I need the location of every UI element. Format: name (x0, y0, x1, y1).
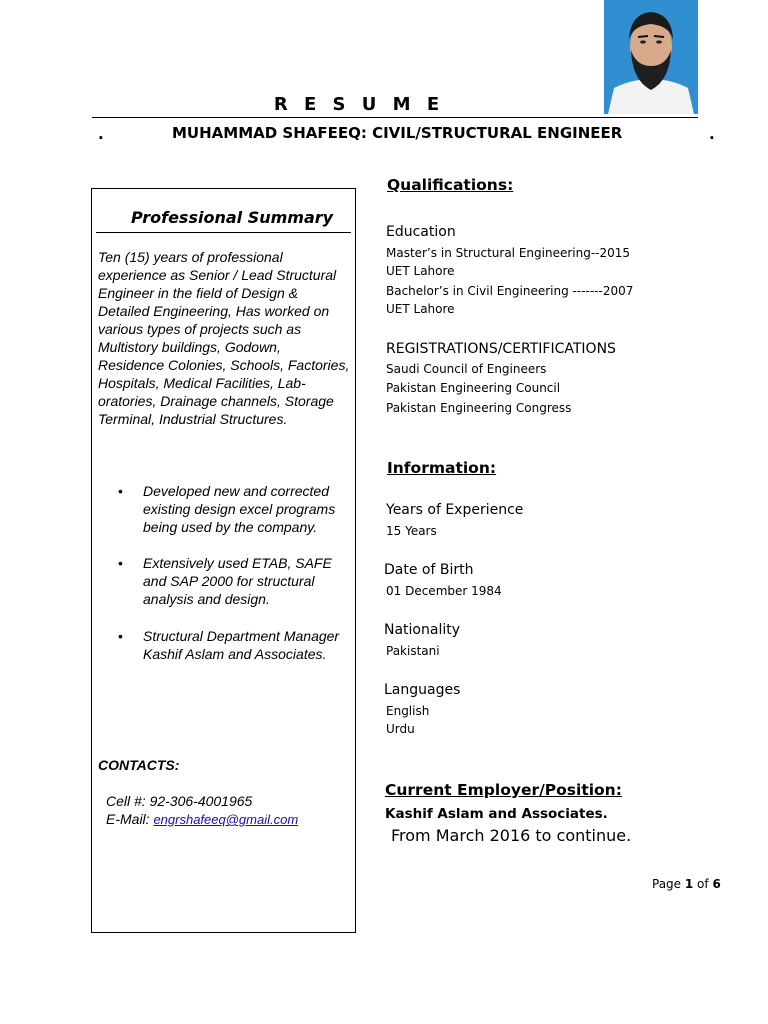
registration-item: Saudi Council of Engineers (386, 362, 547, 376)
resume-title: R E S U M E (273, 94, 445, 115)
language-item: English (386, 704, 430, 718)
bullet-text: Extensively used ETAB, SAFE and SAP 2000 for structural analysis and design. (143, 555, 332, 607)
header-rule (92, 117, 698, 118)
cell-number: Cell #: 92-306-4001965 (106, 793, 253, 809)
bullet-line: Structural Department Manager (143, 628, 340, 644)
education-item: UET Lahore (386, 302, 455, 316)
bullet-text (143, 627, 353, 663)
information-heading: Information: (387, 459, 497, 477)
bullet-line-company: Kashif Aslam and Associates. (143, 646, 327, 662)
education-item: Master’s in Structural Engineering--2015 (386, 246, 631, 260)
registrations-heading: REGISTRATIONS/CERTIFICATIONS (386, 341, 616, 357)
name-title: MUHAMMAD SHAFEEQ: CIVIL/STRUCTURAL ENGINEER (172, 124, 623, 142)
page-current: 1 (684, 877, 694, 891)
email-label: E-Mail: (106, 811, 154, 827)
education-heading: Education (386, 224, 456, 240)
languages-heading: Languages (384, 682, 461, 698)
dob-value: 01 December 1984 (386, 584, 502, 598)
experience-heading: Years of Experience (386, 502, 524, 518)
qualifications-heading: Qualifications: (387, 176, 514, 194)
nationality-value: Pakistani (386, 644, 440, 658)
email-line (106, 811, 298, 827)
page-number (652, 877, 721, 891)
registration-item: Pakistan Engineering Council (386, 381, 561, 395)
language-item: Urdu (386, 722, 415, 736)
page-label: Page (652, 877, 685, 891)
header-dot-left: . (98, 125, 104, 143)
employer-heading: Current Employer/Position: (385, 781, 622, 799)
employer-period: From March 2016 to continue. (391, 826, 632, 845)
summary-rule (96, 232, 351, 233)
page-of: of (693, 877, 713, 891)
page-total: 6 (712, 877, 721, 891)
summary-heading: Professional Summary (131, 208, 334, 227)
bullet-icon: • (118, 483, 123, 499)
header-dot-right: . (709, 125, 715, 143)
registration-item: Pakistan Engineering Congress (386, 401, 572, 415)
summary-text: Ten (15) years of professional experience as Senior / Lead Structural Engineer in the field of Design & Detailed Engineering, Has worked on various types of projects such as Multistory buildings, Godown, Residence Colonies, Schools, Factories, Hospitals, Medical Facilities, Lab-oratories, Drainage channels, Storage Terminal, Industrial Structures. (98, 249, 350, 427)
employer-name: Kashif Aslam and Associates. (385, 806, 608, 822)
bullet-icon: • (118, 628, 123, 644)
contacts-heading: CONTACTS: (98, 757, 180, 773)
experience-value: 15 Years (386, 524, 437, 538)
nationality-heading: Nationality (384, 622, 461, 638)
bullet-icon: • (118, 555, 123, 571)
education-item: UET Lahore (386, 264, 455, 278)
bullet-text: Developed new and corrected existing design excel programs being used by the company. (143, 483, 336, 535)
email-link[interactable]: engrshafeeq@gmail.com (153, 812, 299, 827)
dob-heading: Date of Birth (384, 562, 474, 578)
education-item: Bachelor’s in Civil Engineering -------2007 (386, 284, 634, 298)
